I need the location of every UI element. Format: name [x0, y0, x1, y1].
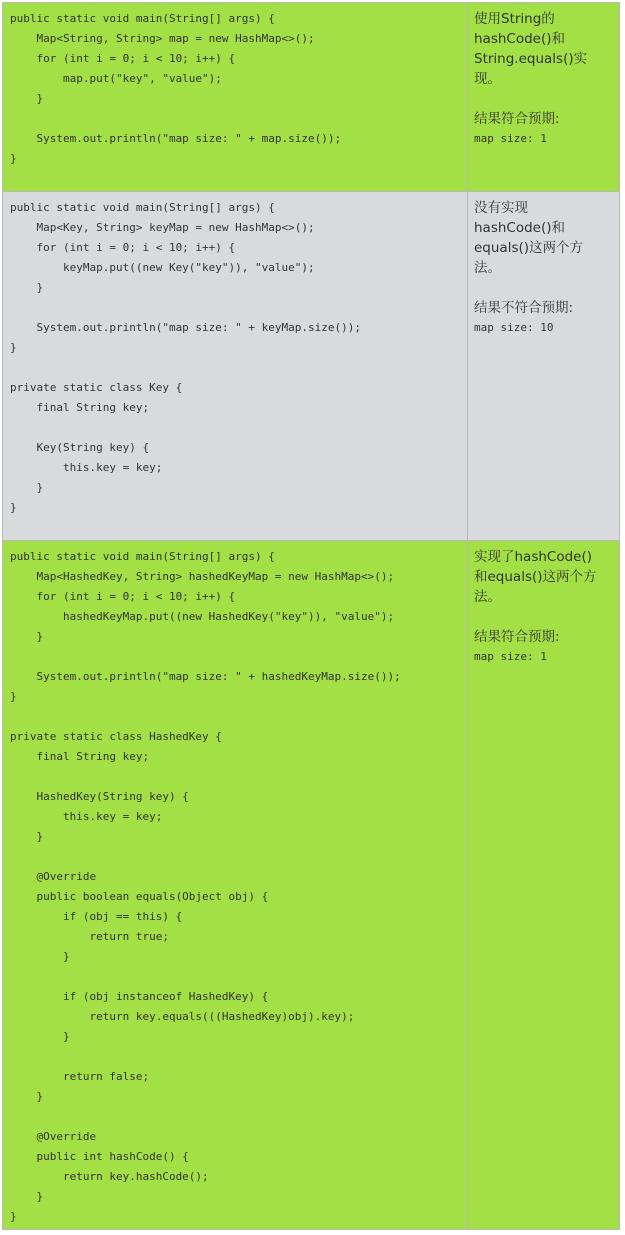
code-block: public static void main(String[] args) { Map<String, String> map = new HashMap<>(); for (int i = 0; i < 10; i++) { map.put("key", "value"); } System.out.println("map size: " + map.size()); }: [10, 12, 342, 165]
table-row: [3, 3, 620, 192]
result-output: map size: 10: [474, 321, 554, 334]
code-block: public static void main(String[] args) { Map<Key, String> keyMap = new HashMap<>(); for (int i = 0; i < 10; i++) { keyMap.put((new Key("key")), "value"); } System.out.println("map size: " + keyMap.size()); } private static class Key { final String key; Key(String key) { this.key = key; } }: [10, 201, 361, 514]
note-description: 没有实现 hashCode()和 equals()这两个方 法。: [474, 200, 584, 276]
result-label: 结果不符合预期:: [474, 300, 574, 316]
note-cell: [468, 3, 620, 192]
result-label: 结果符合预期:: [474, 111, 560, 127]
result-label: 结果符合预期:: [474, 629, 560, 645]
note-description: 实现了hashCode() 和equals()这两个方 法。: [474, 549, 597, 605]
code-block: public static void main(String[] args) { Map<HashedKey, String> hashedKeyMap = new HashMap<>(); for (int i = 0; i < 10; i++) { hashedKeyMap.put((new HashedKey("key")), "value"); } System.out.println("map size: " + hashedKeyMap.size()); } private static class HashedKey { final String key; HashedKey(String key) { this.key = key; } @Override public boolean equals(Object obj) { if (obj == this) { return true; } if (obj instanceof HashedKey) { return key.equals(((HashedKey)obj).key); } return false; } @Override public int hashCode() { return key.hashCode(); } }: [10, 550, 401, 1223]
result-output: map size: 1: [474, 132, 547, 145]
comparison-table: [2, 2, 620, 1230]
note-cell: [468, 192, 620, 541]
code-cell: [3, 192, 468, 541]
code-cell: [3, 541, 468, 1230]
note-description: 使用String的 hashCode()和 String.equals()实 现。: [474, 11, 588, 87]
result-output: map size: 1: [474, 650, 547, 663]
code-cell: [3, 3, 468, 192]
table-row: [3, 541, 620, 1230]
note-cell: [468, 541, 620, 1230]
table-row: [3, 192, 620, 541]
